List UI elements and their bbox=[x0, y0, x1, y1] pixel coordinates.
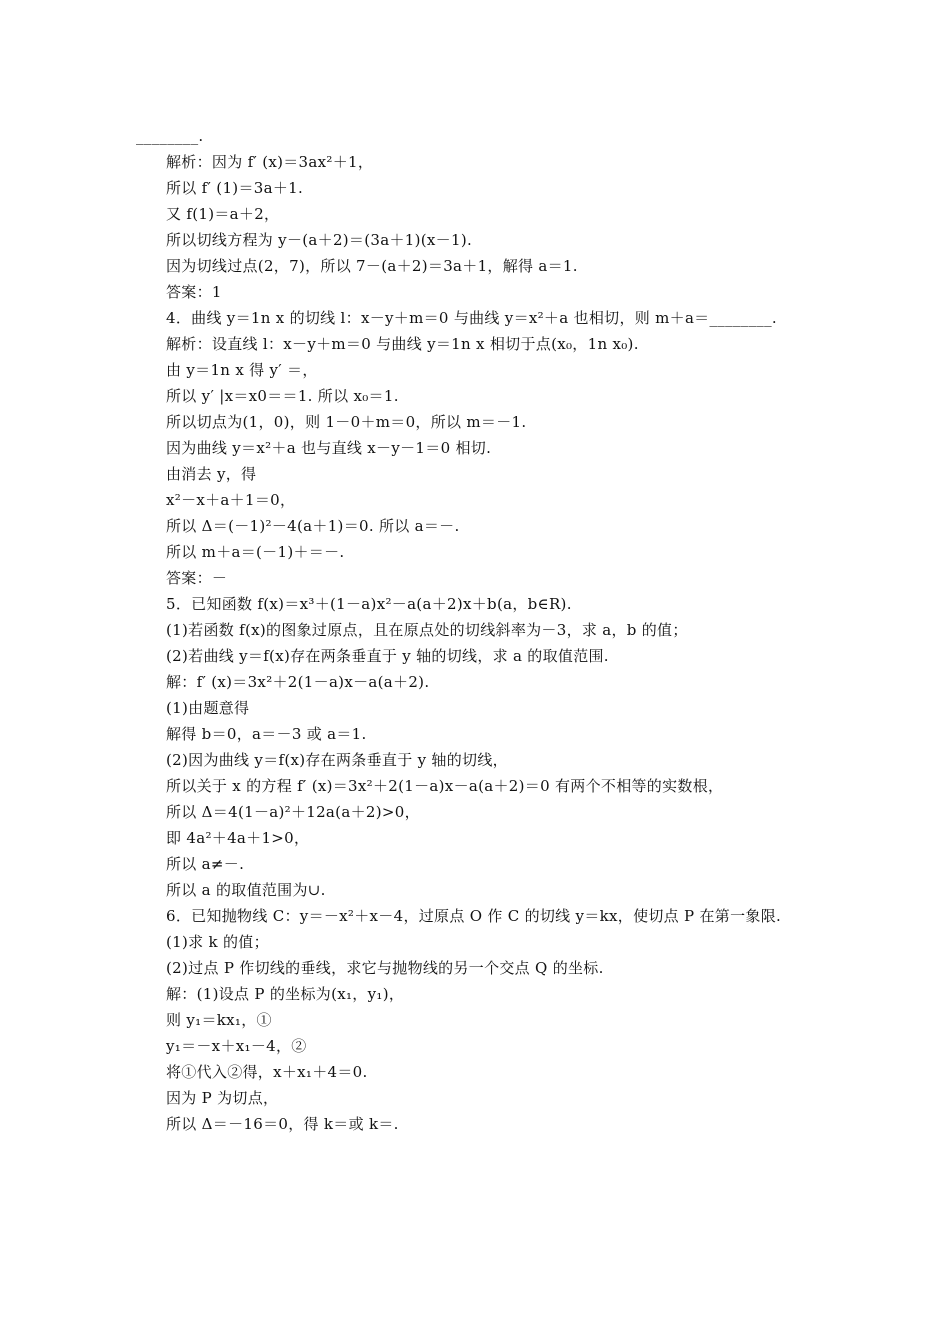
problem-6-statement: 6．已知抛物线 C：y＝－x²＋x－4，过原点 O 作 C 的切线 y＝kx，使切点 P 在第一象限. bbox=[166, 907, 782, 925]
text-line: x²－x＋a＋1＝0， bbox=[166, 491, 296, 509]
text-line: 解析：因为 f′ (x)＝3ax²＋1， bbox=[166, 153, 374, 171]
text-line: (2)若曲线 y＝f(x)存在两条垂直于 y 轴的切线，求 a 的取值范围. bbox=[166, 647, 609, 665]
text-line: 所以切点为(1，0)，则 1－0＋m＝0，所以 m＝－1. bbox=[166, 413, 527, 431]
answer-line: 答案：－ bbox=[166, 569, 228, 587]
text-line: y₁＝－x＋x₁－4，② bbox=[166, 1037, 307, 1055]
text-line: 所以 m＋a＝(－1)＋＝－. bbox=[166, 543, 345, 561]
document-body bbox=[136, 123, 806, 1137]
text-line: 所以 y′ |x＝x0＝＝1. 所以 x₀＝1. bbox=[166, 387, 399, 405]
text-line: 解析：设直线 l：x－y＋m＝0 与曲线 y＝1n x 相切于点(x₀，1n x₀). bbox=[166, 335, 639, 353]
text-line: 所以 a 的取值范围为∪. bbox=[166, 881, 326, 899]
text-line: 即 4a²＋4a＋1>0， bbox=[166, 829, 310, 847]
problem-5-statement: 5．已知函数 f(x)＝x³＋(1－a)x²－a(a＋2)x＋b(a，b∈R). bbox=[166, 595, 572, 613]
text-line: 所以 f′ (1)＝3a＋1. bbox=[166, 179, 304, 197]
text-line: (2)过点 P 作切线的垂线，求它与抛物线的另一个交点 Q 的坐标. bbox=[166, 959, 604, 977]
text-line: 因为切线过点(2，7)，所以 7－(a＋2)＝3a＋1，解得 a＝1. bbox=[166, 257, 578, 275]
answer-line: 答案：1 bbox=[166, 283, 222, 301]
text-line: 解：(1)设点 P 的坐标为(x₁，y₁)， bbox=[166, 985, 405, 1003]
text-line: 将①代入②得，x＋x₁＋4＝0. bbox=[166, 1063, 368, 1081]
text-line: 所以 Δ＝－16＝0，得 k＝或 k＝. bbox=[166, 1115, 399, 1133]
text-line: 所以 Δ＝(－1)²－4(a＋1)＝0. 所以 a＝－. bbox=[166, 517, 460, 535]
text-line: 因为曲线 y＝x²＋a 也与直线 x－y－1＝0 相切. bbox=[166, 439, 492, 457]
text-line: 由消去 y，得 bbox=[166, 465, 257, 483]
text-line: (1)求 k 的值； bbox=[166, 933, 269, 951]
text-line: 所以 Δ＝4(1－a)²＋12a(a＋2)>0， bbox=[166, 803, 420, 821]
text-line: (2)因为曲线 y＝f(x)存在两条垂直于 y 轴的切线， bbox=[166, 751, 508, 769]
text-line: 解得 b＝0，a＝－3 或 a＝1. bbox=[166, 725, 367, 743]
text-line: 则 y₁＝kx₁，① bbox=[166, 1011, 272, 1029]
text-line: 解：f′ (x)＝3x²＋2(1－a)x－a(a＋2). bbox=[166, 673, 430, 691]
text-line: (1)若函数 f(x)的图象过原点，且在原点处的切线斜率为－3，求 a，b 的值； bbox=[166, 621, 688, 639]
text-line: 所以切线方程为 y－(a＋2)＝(3a＋1)(x－1). bbox=[166, 231, 473, 249]
answer-blank-line: ________. bbox=[136, 127, 204, 145]
text-line: 由 y＝1n x 得 y′ ＝， bbox=[166, 361, 318, 379]
text-line: 因为 P 为切点， bbox=[166, 1089, 279, 1107]
text-line: 所以 a≠－. bbox=[166, 855, 245, 873]
text-line: 所以关于 x 的方程 f′ (x)＝3x²＋2(1－a)x－a(a＋2)＝0 有两个不相等的实数根， bbox=[166, 777, 724, 795]
text-line: 又 f(1)＝a＋2， bbox=[166, 205, 280, 223]
text-line: (1)由题意得 bbox=[166, 699, 250, 717]
problem-4-statement: 4．曲线 y＝1n x 的切线 l：x－y＋m＝0 与曲线 y＝x²＋a 也相切，则 m＋a＝________. bbox=[166, 309, 777, 327]
